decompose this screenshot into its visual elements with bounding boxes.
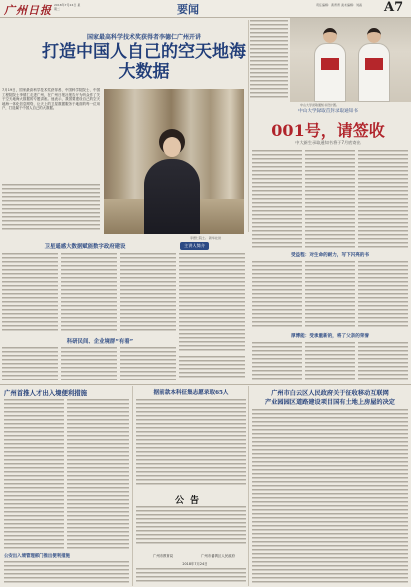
sidebar-column <box>250 20 288 100</box>
admission-letter <box>321 58 339 70</box>
admission-col-h <box>305 342 355 380</box>
notice-footer <box>136 568 246 584</box>
notice-sign-2: 广州市番禺区人民政府 <box>201 554 235 558</box>
portrait-caption: 李德仁院士。 新华社供 <box>190 236 221 240</box>
bottom-mid-title: 据前款本科征集志愿录取65人 <box>153 390 229 396</box>
page-number: A7 <box>384 0 404 15</box>
admission-subtitle: 中大新生录取通知书将于7月底寄出 <box>295 140 361 145</box>
admission-headline: 001号，请签收 <box>271 121 385 140</box>
story-col-h <box>179 356 245 380</box>
intro-text: 7月19日，国家最高科学技术奖获得者、中国科学院院士、中国工程院院士李德仁走进广州，在广州日报社报告厅为听众作了关于空天地海大数据的专题讲座。他表示，我国要建设自己的空天地海一体化信息网络，让天上的卫星数据服务于地面的每一位用户，打造属于中国人自己的大数据。 <box>2 88 100 111</box>
notice-sign-1: 广州市教育局 <box>152 554 174 558</box>
admission-letter <box>365 58 383 70</box>
section-title: 要闻 <box>177 3 199 16</box>
story-col-b <box>61 253 117 333</box>
student-body <box>314 43 346 102</box>
admission-col-g <box>252 342 302 380</box>
figure-face <box>163 137 181 157</box>
student-head <box>323 28 337 43</box>
admission-col-i <box>358 342 408 380</box>
bottom-left-title: 广州首推人才出入境便利措施 <box>4 389 88 397</box>
story-column-1 <box>2 184 100 232</box>
bottom-left-col-b <box>67 399 129 549</box>
decree-title-1: 广州市白云区人民政府关于征收移动互联网 <box>271 390 389 397</box>
decree-title-2: 产业园园区道路建设项目国有土地上房屋的决定 <box>265 399 395 406</box>
column-divider <box>132 386 133 586</box>
students-photo <box>290 18 411 102</box>
notice-heading: 公告 <box>174 496 205 506</box>
story-col-d <box>179 253 245 353</box>
bottom-left-col-a <box>4 399 64 549</box>
admission-col-d <box>252 261 302 329</box>
story-subhead-1: 卫星遥感大数据赋能数字政府建设 <box>44 244 126 250</box>
editor-credit: 责任编辑：黄青青 美术编辑：刘淼 <box>316 3 362 7</box>
story-subhead-2: 科研民间、企业境群“有着” <box>66 339 134 345</box>
admission-col-a <box>252 150 302 248</box>
notice-date: 2018年7月24日 <box>182 562 208 566</box>
student-head <box>367 28 381 43</box>
admission-col-b <box>305 150 355 248</box>
admission-col-c <box>358 150 408 248</box>
section-divider <box>0 384 411 385</box>
admission-subhead-1: 受益程：对生命的耐力，写下闪亮的书 <box>290 253 370 258</box>
story-col-a <box>2 253 58 333</box>
bottom-left-col-c <box>4 561 129 585</box>
admission-col-e <box>305 261 355 329</box>
student-right <box>356 28 392 102</box>
newspaper-logo: 广州日报 <box>4 4 52 17</box>
story-col-g <box>120 347 176 380</box>
story-col-f <box>61 347 117 380</box>
column-divider <box>248 386 249 586</box>
figure-body <box>144 159 200 234</box>
story-intro <box>2 88 100 180</box>
admission-subhead-2: 厚博能：受承重新的，将了父亲的荣誉 <box>290 334 370 339</box>
story-col-c <box>120 253 176 333</box>
portrait-figure <box>140 129 200 234</box>
issue-date: 2018年7月24日 星期二 <box>54 3 81 11</box>
student-left <box>312 28 348 102</box>
decree-body <box>252 409 408 585</box>
notice-body <box>136 506 246 546</box>
story-col-e <box>2 347 58 380</box>
admission-col-f <box>358 261 408 329</box>
student-body <box>358 43 390 102</box>
bio-tag: 主讲人简介 <box>180 242 209 250</box>
story-headline: 打造中国人自己的空天地海大数据 <box>42 42 246 82</box>
students-caption: 中山大学录取通知书设计图。 <box>300 103 340 107</box>
portrait-photo <box>104 89 244 234</box>
masthead <box>0 0 411 18</box>
story-kicker: 国家最高科学技术奖获得者李德仁广州开讲 <box>86 34 201 41</box>
admission-kicker: 中山大学録取首封录取通知书 <box>298 109 358 114</box>
bottom-mid-body <box>136 399 246 487</box>
bottom-left-subtitle: 公安出入境管理部门推出便利措施 <box>4 554 70 559</box>
